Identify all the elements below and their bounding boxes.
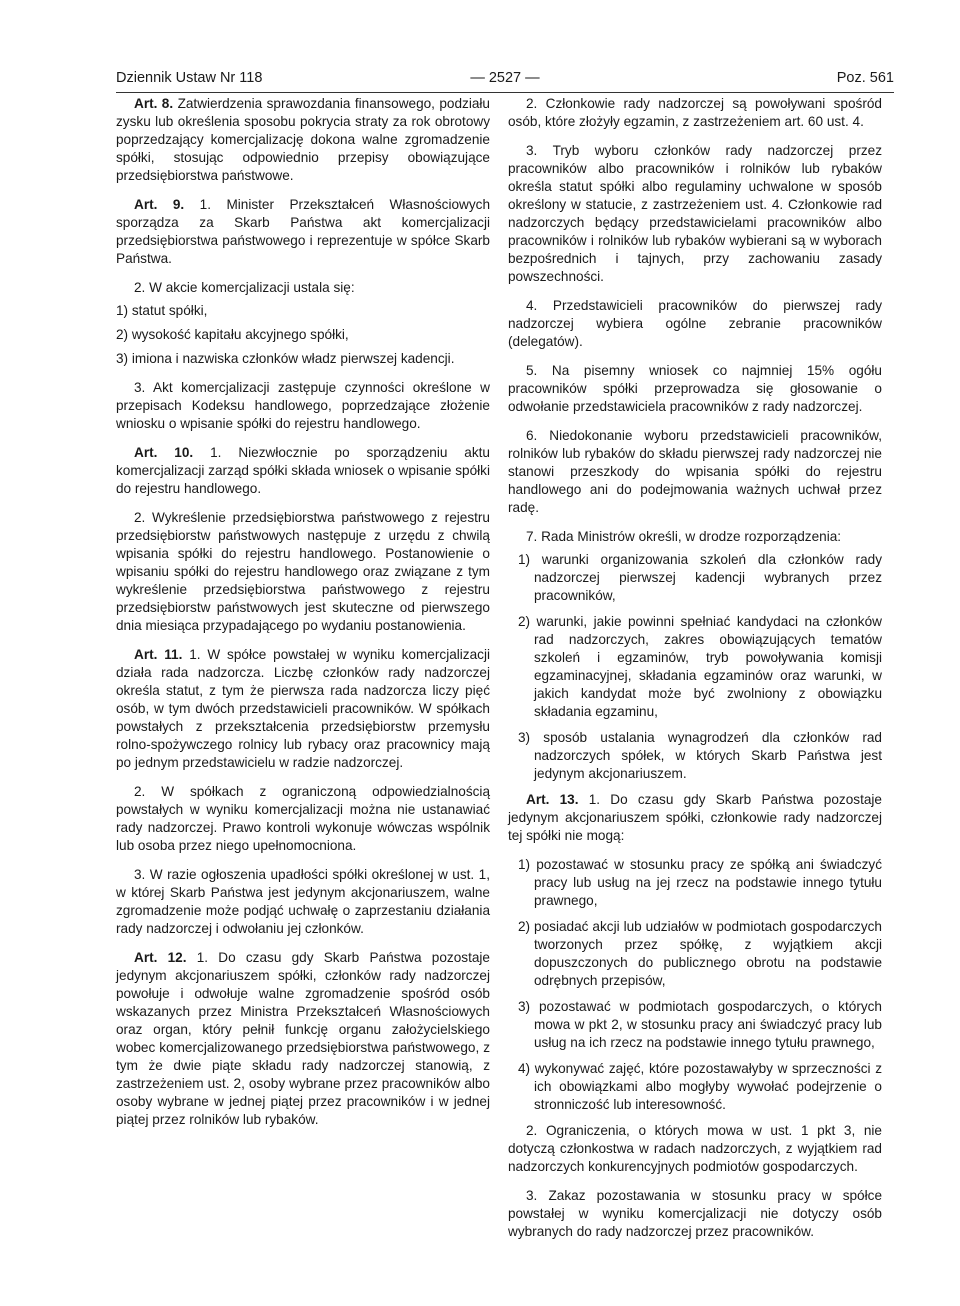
art12-label: Art. 12. (134, 950, 187, 965)
art12-paragraph-4: 4. Przedstawicieli pracowników do pierwszej rady nadzorczej wybiera ogólne zebranie pracowników (delegatów). (508, 298, 882, 349)
art10-p1-text: 1. Niezwłocznie po sporządzeniu aktu komercjalizacji zarząd spółki składa wniosek o wpisanie spółki do rejestru handlowego. (116, 445, 490, 496)
art9-paragraph-1 (116, 196, 490, 268)
art8-text: Zatwierdzenia sprawozdania finansowego, podziału zysku lub określenia sposobu pokrycia straty za rok obrotowy poprzedzający komercjalizację dokona walne zgromadzenie spółki, stosując odpowiednio przepisy obowiązujące przedsiębiorstwa państwowe. (116, 96, 490, 183)
art13-p1-text: 1. Do czasu gdy Skarb Państwa pozostaje jedynym akcjonariuszem spółki, członkowie rady nadzorczej tej spółki nie mogą: (508, 792, 882, 843)
art12-paragraph-3: 3. Tryb wyboru członków rady nadzorczej przez pracowników albo pracowników i rolników lub rybaków określa statut spółki albo regulaminy uchwalone w sposób określony w statucie, z zastrzeżeniem ust. 4. Członkowie rad nadzorczych będący przedstawicielami pracowników albo pracowników i rolników lub rybaków wybierani są w wyborach bezpośrednich i tajnych, przy zachowaniu zasady powszechności. (508, 143, 882, 284)
art10-paragraph-1 (116, 444, 490, 498)
art13-list-item-3: 3) pozostawać w podmiotach gospodarczych, o których mowa w pkt 2, w stosunku pracy ani świadczyć pracy lub usług na ich rzecz na podstawie innego tytułu prawnego, (518, 999, 882, 1050)
art9-p1-text: 1. Minister Przekształceń Własnościowych sporządza za Skarb Państwa akt komercjalizacji przedsiębiorstwa państwowego i reprezentuje w spółce Skarb Państwa. (116, 197, 491, 266)
art9-paragraph-2: 2. W akcie komercjalizacji ustala się: (134, 280, 355, 295)
art11-paragraph-2: 2. W spółkach z ograniczoną odpowiedzialnością powstałych w wyniku komercjalizacji można nie ustanawiać rady nadzorczej. Prawo kontroli wykonuje wówczas wspólnik lub osoba przez niego upełnomocniona. (116, 784, 490, 853)
art13-paragraph-2: 2. Ograniczenia, o których mowa w ust. 1 pkt 3, nie dotyczą członkostwa w radach nadzorczych, z wyjątkiem rad nadzorczych konkurencyjnych podmiotów gospodarczych. (508, 1123, 882, 1174)
art8-label: Art. 8. (134, 96, 174, 111)
art13-list-item-2: 2) posiadać akcji lub udziałów w podmiotach gospodarczych tworzonych przez spółkę, z wyjątkiem akcji dopuszczonych do publicznego obrotu na podstawie odrębnych przepisów, (518, 919, 882, 988)
art11-p1-text: 1. W spółce powstałej w wyniku komercjalizacji działa rada nadzorcza. Liczbę członków rady nadzorczej określa statut, z tym że pierwsza rada nadzorcza liczy pięć osób, w tym dwóch przedstawicieli pracowników. W spółkach powstałych z przekształcenia przedsiębiorstw przemysłu rolno-spożywczego rolnicy lub rybacy oraz pracownicy mają po jednym przedstawicielu w radzie nadzorczej. (116, 647, 491, 770)
left-column (116, 95, 490, 1140)
art12-paragraph-2: 2. Członkowie rady nadzorczej są powoływani spośród osób, które złożyły egzamin, z zastrzeżeniem art. 60 ust. 4. (508, 96, 882, 129)
art8-paragraph (116, 95, 490, 185)
page-number: — 2527 — (470, 70, 540, 86)
art13-paragraph-3: 3. Zakaz pozostawania w stosunku pracy w spółce powstałej w wyniku komercjalizacji nie dotyczy osób wybranych do rady nadzorczej przez pracowników. (508, 1188, 882, 1239)
art9-list-item-1: 1) statut spółki, (116, 303, 208, 318)
art9-list-item-3: 3) imiona i nazwiska członków władz pierwszej kadencji. (116, 351, 455, 366)
art12-paragraph-6: 6. Niedokonanie wyboru przedstawicieli pracowników, rolników lub rybaków do składu pierwszej rady nadzorczej nie stanowi przeszkody do wpisania spółki do rejestru handlowego ani do podejmowania ważnych uchwał przez radę. (508, 428, 882, 515)
art9-label: Art. 9. (134, 197, 185, 212)
art9-paragraph-3: 3. Akt komercjalizacji zastępuje czynności określone w przepisach Kodeksu handlowego, poprzedzające złożenie wniosku o wpisanie spółki do rejestru handlowego. (116, 380, 490, 431)
art12-list-item-2: 2) warunki, jakie powinni spełniać kandydaci na członków rad nadzorczych, zakres obowiązujących tematów szkoleń i egzaminów, tryb powoływania komisji egzaminacyjnej, składania egzaminów oraz warunki, w jakich kandydat może być zwolniony z obowiązku składania egzaminu, (518, 614, 882, 719)
art13-list-item-4: 4) wykonywać zajęć, które pozostawałyby w sprzeczności z ich obowiązkami albo mogłyby wywołać podejrzenie o stronniczość lub interesowność. (518, 1061, 882, 1112)
art13-list-item-1: 1) pozostawać w stosunku pracy ze spółką ani świadczyć pracy lub usług na jej rzecz na podstawie innego tytułu prawnego, (518, 857, 882, 908)
art12-paragraph-7: 7. Rada Ministrów określi, w drodze rozporządzenia: (526, 529, 842, 544)
art13-paragraph-1 (508, 791, 882, 845)
art13-label: Art. 13. (526, 792, 579, 807)
art12-list-item-3: 3) sposób ustalania wynagrodzeń dla członków rad nadzorczych spółek, w których Skarb Państwa jest jedynym akcjonariuszem. (518, 730, 882, 781)
art12-paragraph-1 (116, 949, 490, 1129)
art12-paragraph-5: 5. Na pisemny wniosek co najmniej 15% ogółu pracowników spółki przeprowadza się głosowanie o odwołanie przedstawiciela pracowników z rady nadzorczej. (508, 363, 882, 414)
journal-title: Dziennik Ustaw Nr 118 (116, 70, 263, 86)
art11-paragraph-3: 3. W razie ogłoszenia upadłości spółki określonej w ust. 1, w której Skarb Państwa jest jedynym akcjonariuszem, walne zgromadzenie może podjąć uchwałę o zaprzestaniu działania rady nadzorczej i odwołaniu jej członków. (116, 867, 490, 936)
art12-p1-text: 1. Do czasu gdy Skarb Państwa pozostaje jedynym akcjonariuszem spółki, członków rady nadzorczej powołuje i odwołuje walne zgromadzenie spośród osób wskazanych przez Ministra Przekształceń Własnościowych oraz organ, który pełnił funkcję organu założycielskiego wobec komercjalizowanego przedsiębiorstwa państwowego, z tym że dwie piąte składu rady nadzorczej stanowią, z zastrzeżeniem ust. 2, osoby wybrane przez pracowników albo osoby wybrane w jednej piątej przez pracowników i w jednej piątej przez rolników lub rybaków. (116, 950, 490, 1127)
art12-list-item-1: 1) warunki organizowania szkoleń dla członków rady nadzorczej pierwszej kadencji wybranych przez pracowników, (518, 552, 882, 603)
header-rule (116, 92, 894, 93)
art10-label: Art. 10. (134, 445, 194, 460)
right-column (508, 95, 882, 1252)
art11-label: Art. 11. (134, 647, 183, 662)
art9-list-item-2: 2) wysokość kapitału akcyjnego spółki, (116, 327, 349, 342)
page-header (116, 68, 894, 92)
art11-paragraph-1 (116, 646, 490, 772)
position-number: Poz. 561 (836, 70, 894, 86)
art10-paragraph-2: 2. Wykreślenie przedsiębiorstwa państwowego z rejestru przedsiębiorstw państwowych następuje z urzędu z chwilą wpisania spółki do rejestru handlowego. Postanowienie o wpisaniu spółki do rejestru handlowego oraz związane z tym wykreślenie przedsiębiorstwa państwowego z rejestru przedsiębiorstw państwowych jest skuteczne od pierwszego dnia miesiąca przypadającego po wydaniu postanowienia. (116, 510, 490, 633)
